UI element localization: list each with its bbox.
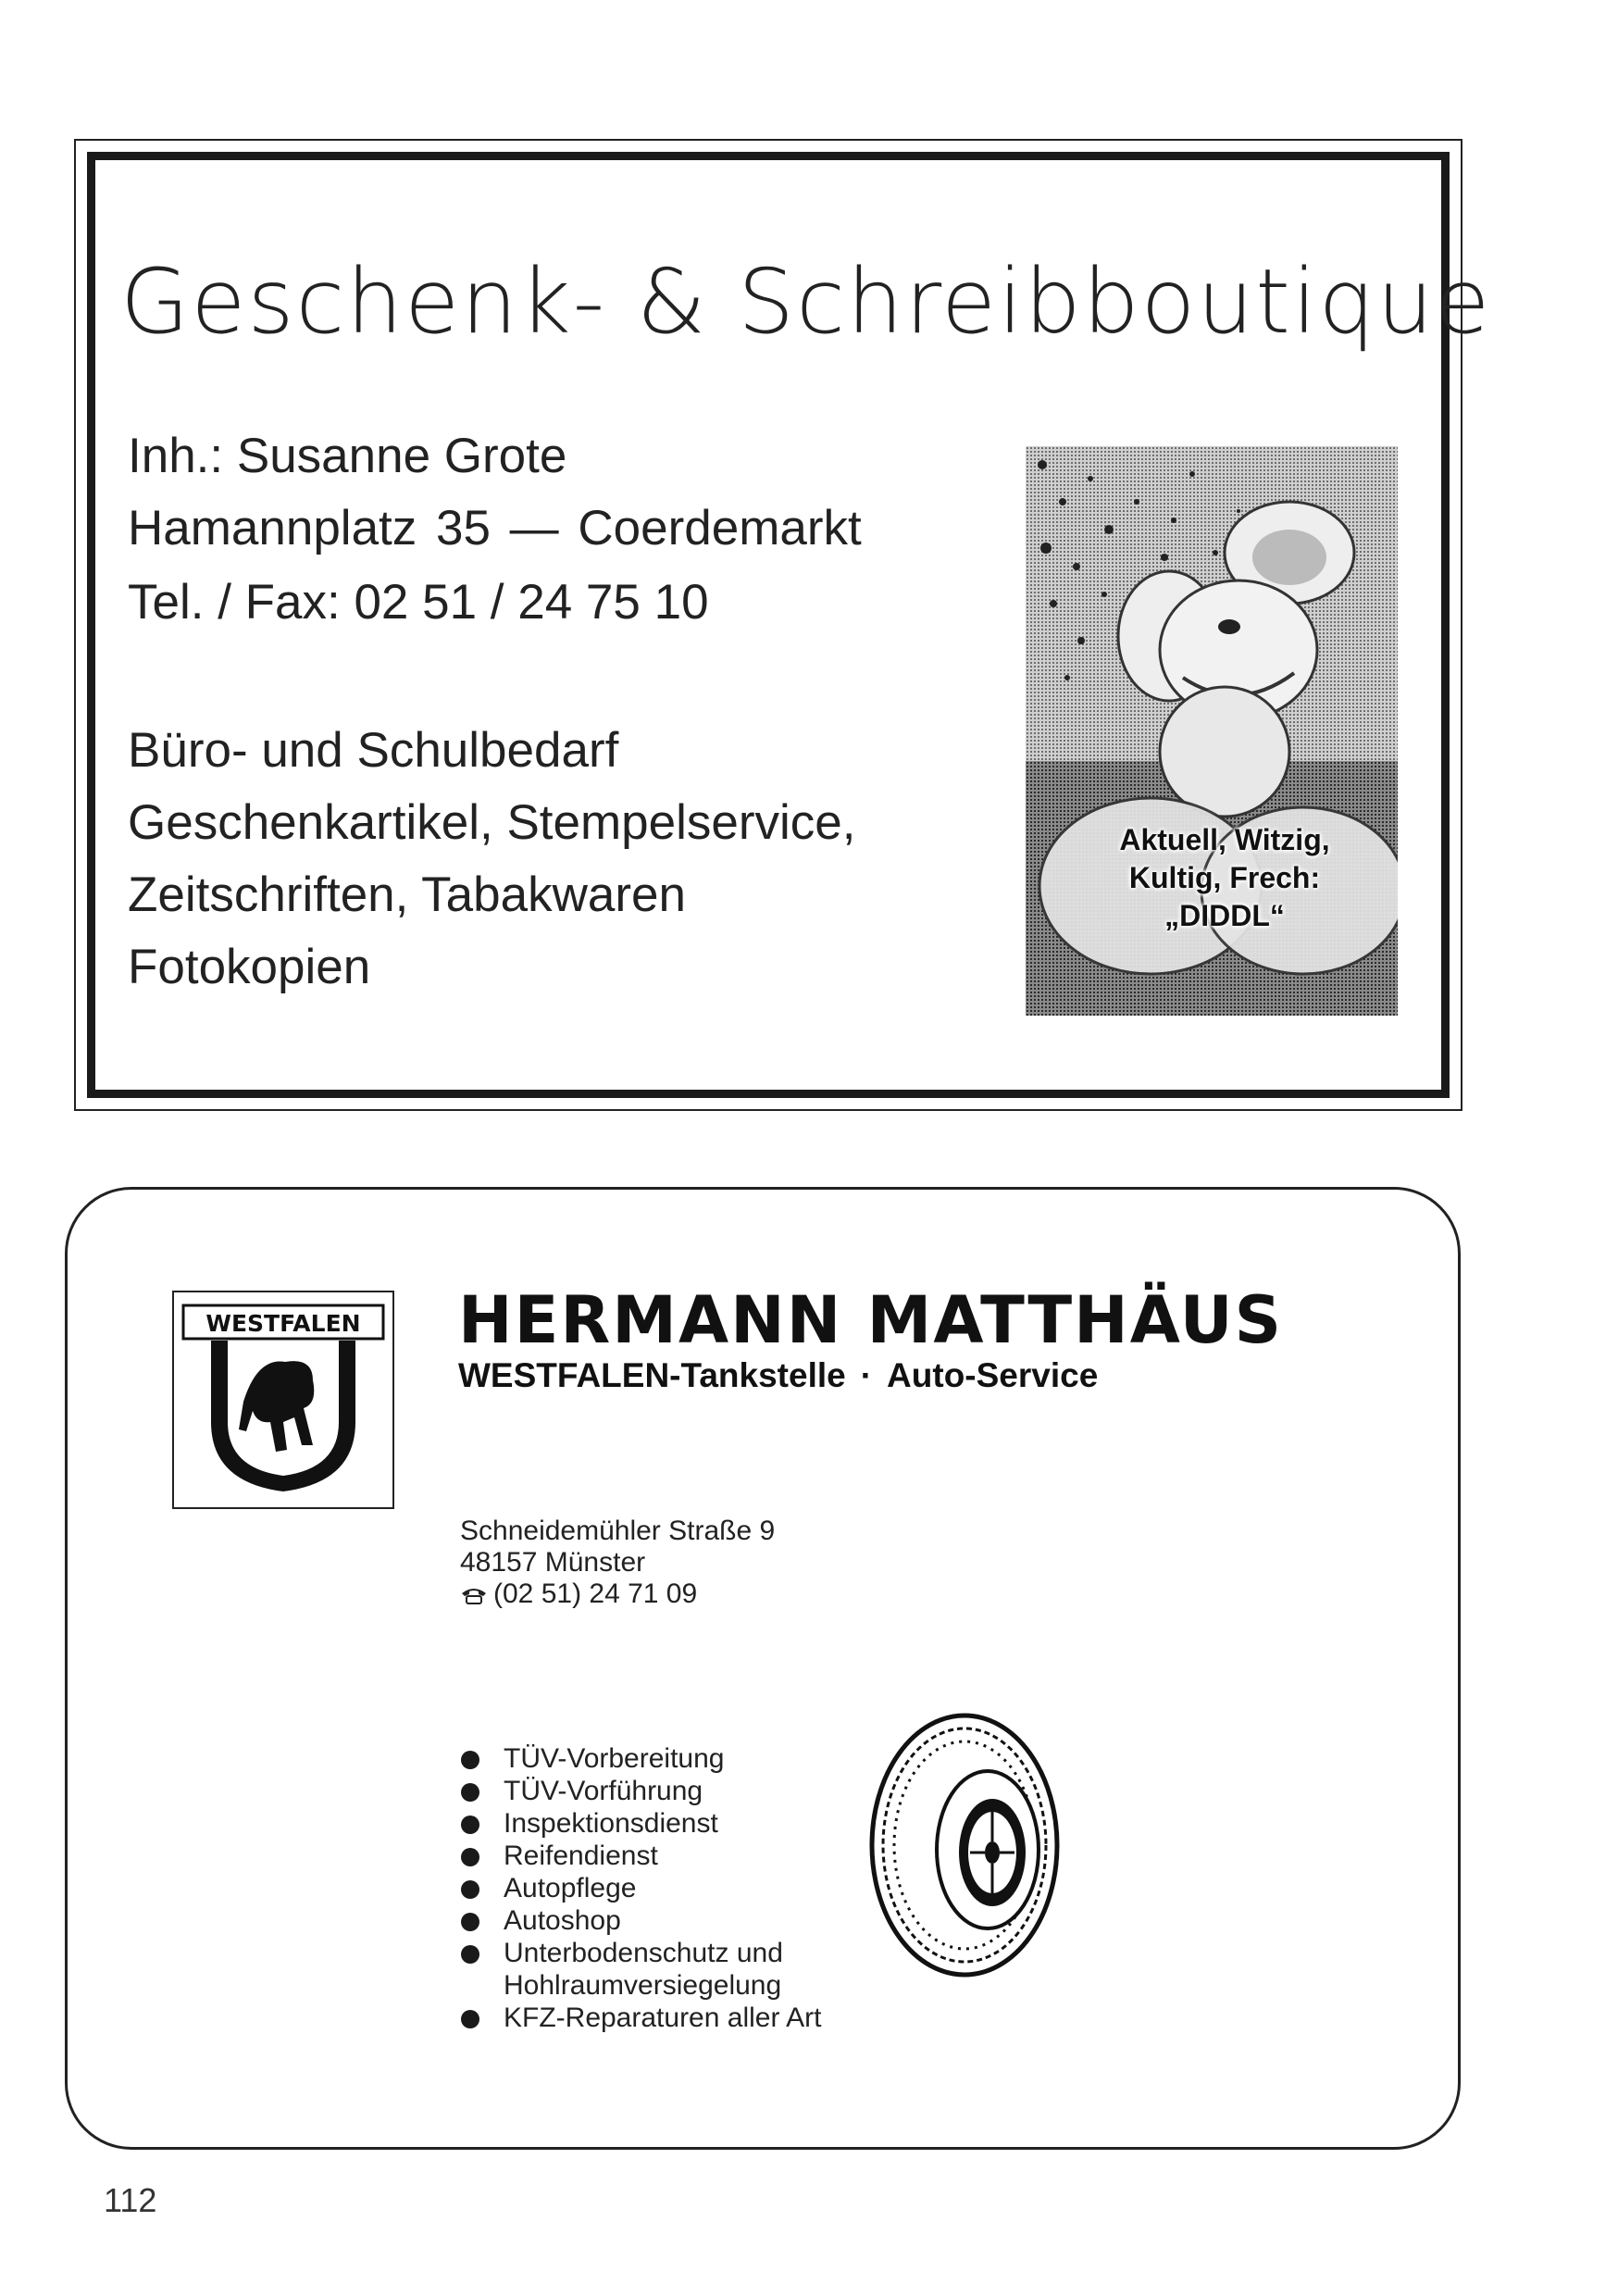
diddl-mouse-image [1026,446,1398,1016]
list-item [459,1807,821,1840]
tel-fax-line: Tel. / Fax: 02 51 / 24 75 10 [128,575,709,630]
bullet-icon [461,2010,479,2028]
city-line: 48157 Münster [460,1547,646,1578]
list-item [459,1775,821,1807]
list-item [459,1840,821,1872]
service-list [459,1742,821,2034]
owner-line: Inh.: Susanne Grote [128,429,567,483]
list-item-label: Unterbodenschutz und [504,1938,783,1968]
phone-number: (02 51) 24 71 09 [493,1578,698,1609]
company-subtitle [458,1356,1098,1395]
telephone-icon [460,1586,488,1604]
list-item [459,1904,821,1937]
list-item [459,1937,821,1969]
bullet-icon [461,1880,479,1899]
list-item-label: TÜV-Vorbereitung [504,1743,725,1774]
bullet-icon [461,1816,479,1834]
page-number: 112 [104,2181,157,2219]
caption-line: Aktuell, Witzig, [1119,823,1330,856]
diddl-caption [1063,821,1387,935]
tire-icon [863,1706,1066,1984]
list-item-label: Autopflege [504,1873,637,1903]
list-item [459,1872,821,1904]
street-address: Schneidemühler Straße 9 [460,1516,776,1546]
service-line: Fotokopien [128,940,371,994]
list-item [459,1742,821,1775]
list-item-label: Hohlraumversiegelung [504,1970,782,2001]
bullet-icon [461,1913,479,1931]
list-item-continuation [459,1969,821,2002]
service-line: Büro- und Schulbedarf [128,723,619,778]
phone-line [460,1578,697,1610]
list-item-label: Reifendienst [504,1841,658,1871]
subtitle-station: WESTFALEN-Tankstelle [458,1356,846,1394]
list-item-label: KFZ-Reparaturen aller Art [504,2003,822,2033]
logo-text: WESTFALEN [205,1310,361,1337]
list-item-label: Inspektionsdienst [504,1808,718,1839]
list-item [459,2002,821,2034]
subtitle-separator: · [860,1356,873,1394]
shop-name-heading: Geschenk- & Schreibboutique [120,250,1492,354]
list-item-label: TÜV-Vorführung [504,1776,703,1806]
bullet-icon [461,1945,479,1964]
service-line: Geschenkartikel, Stempelservice, [128,795,856,850]
westfalen-logo [172,1291,394,1509]
bullet-icon [461,1783,479,1802]
bullet-icon [461,1848,479,1866]
caption-line: „DIDDL“ [1164,899,1285,932]
caption-line: Kultig, Frech: [1128,861,1321,894]
list-item-label: Autoshop [504,1905,621,1936]
westfalen-shield-icon [174,1292,392,1507]
service-line: Zeitschriften, Tabakwaren [128,867,686,922]
company-name: HERMANN MATTHÄUS [458,1282,1284,1358]
address-line: Hamannplatz 35 — Coerdemarkt [128,501,862,555]
bullet-icon [461,1751,479,1769]
subtitle-service: Auto-Service [887,1356,1099,1394]
